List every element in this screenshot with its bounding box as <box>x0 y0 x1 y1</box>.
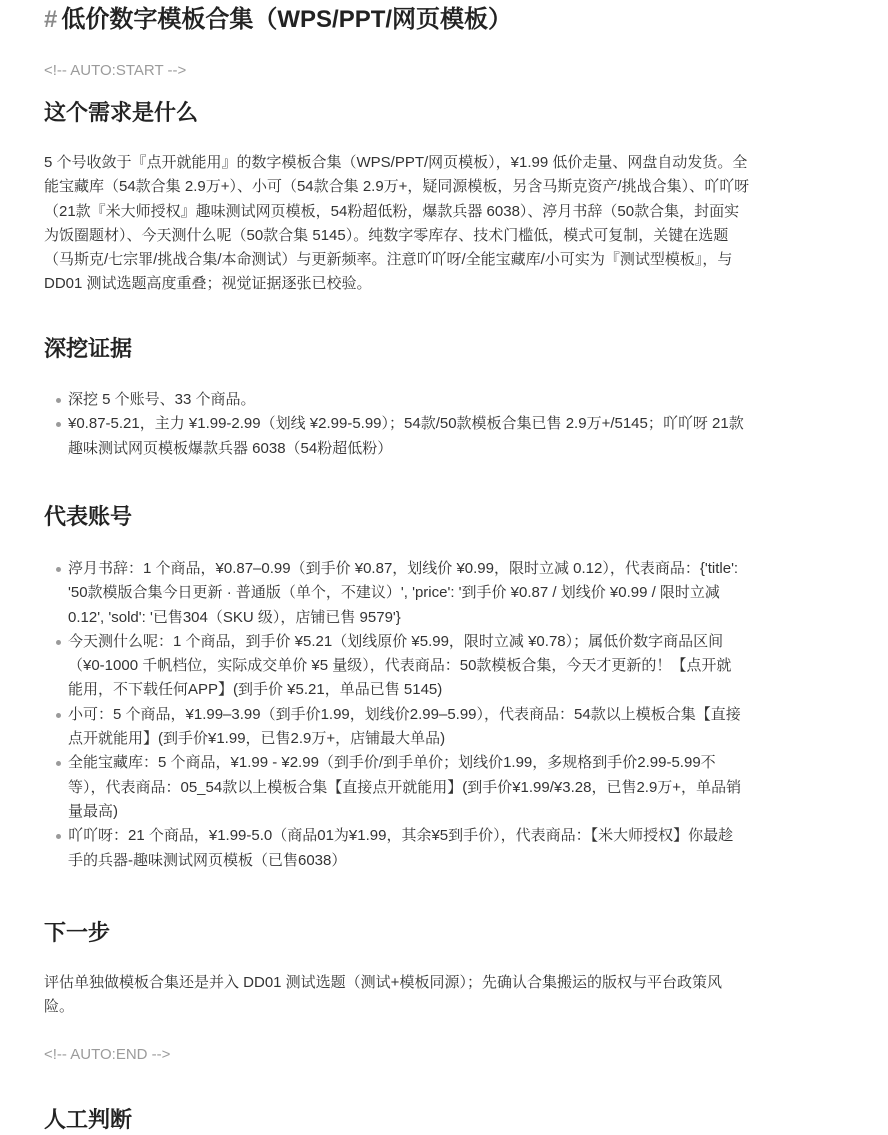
evidence-list <box>44 388 744 461</box>
bullet-icon <box>56 567 61 572</box>
bullet-icon <box>56 761 61 766</box>
heading-hash-mark: # <box>44 6 58 33</box>
page-title <box>44 4 512 36</box>
bullet-icon <box>56 713 61 718</box>
list-item: ¥0.87-5.21，主力 ¥1.99-2.99（划线 ¥2.99-5.99）；54款/50款模板合集已售 2.9万+/5145；吖吖呀 21款趣味测试网页模板爆款兵器 6038（54粉超低粉） <box>44 412 744 461</box>
bullet-icon <box>56 422 61 427</box>
list-item: 深挖 5 个账号、33 个商品。 <box>44 388 744 412</box>
section-heading-next: 下一步 <box>44 920 111 945</box>
list-item: 小可：5 个商品，¥1.99–3.99（到手价1.99，划线价2.99–5.99），代表商品：54款以上模板合集【直接点开就能用】(到手价¥1.99，已售2.9万+，店铺最大单品) <box>44 703 744 752</box>
bullet-icon <box>56 834 61 839</box>
section-heading-evidence: 深挖证据 <box>44 336 133 361</box>
bullet-icon <box>56 640 61 645</box>
section-heading-manual: 人工判断 <box>44 1107 133 1132</box>
list-item: 渟月书辞：1 个商品，¥0.87–0.99（到手价 ¥0.87，划线价 ¥0.99，限时立减 0.12），代表商品：{'title': '50款模版合集今日更新 · 普通版（单个，不建议）', 'price': '到手价 ¥0.87 / 划线价 ¥0.99 / 限时立减 0.12', 'sold': '已售304（SKU 级），店铺已售 9579'} <box>44 557 744 630</box>
section-heading-what: 这个需求是什么 <box>44 100 199 125</box>
page-title-text: 低价数字模板合集（WPS/PPT/网页模板） <box>61 6 513 33</box>
section-heading-accounts: 代表账号 <box>44 504 133 529</box>
list-item: 全能宝藏库：5 个商品，¥1.99 - ¥2.99（到手价/到手单价；划线价1.99，多规格到手价2.99-5.99不等），代表商品：05_54款以上模板合集【直接点开就能用】(到手价¥1.99/¥3.28，已售2.9万+，单品销量最高) <box>44 751 744 824</box>
auto-end-comment: <!-- AUTO:END --> <box>44 1046 171 1063</box>
section-body-what: 5 个号收敛于『点开就能用』的数字模板合集（WPS/PPT/网页模板），¥1.99 低价走量、网盘自动发货。全能宝藏库（54款合集 2.9万+）、小可（54款合集 2.9万+，疑同源模板，另含马斯克资产/挑战合集）、吖吖呀（21款『米大师授权』趣味测试网页模板，54粉超低粉，爆款兵器 6038）、渟月书辞（50款合集，封面实为饭圈题材）、今天测什么呢（50款合集 5145）。纯数字零库存、技术门槛低，模式可复制，关键在选题（马斯克/七宗罪/挑战合集/本命测试）与更新频率。注意吖吖呀/全能宝藏库/小可实为『测试型模板』，与 DD01 测试选题高度重叠；视觉证据逐张已校验。 <box>44 154 750 293</box>
auto-start-comment: <!-- AUTO:START --> <box>44 62 187 79</box>
section-body-next: 评估单独做模板合集还是并入 DD01 测试选题（测试+模板同源）；先确认合集搬运的版权与平台政策风险。 <box>44 974 722 1016</box>
bullet-icon <box>56 398 61 403</box>
accounts-list <box>44 557 744 873</box>
list-item: 吖吖呀：21 个商品，¥1.99-5.0（商品01为¥1.99，其余¥5到手价），代表商品：【米大师授权】你最趁手的兵器-趣味测试网页模板（已售6038） <box>44 824 744 873</box>
list-item: 今天测什么呢：1 个商品，到手价 ¥5.21（划线原价 ¥5.99，限时立减 ¥0.78）；属低价数字商品区间（¥0-1000 千帆档位，实际成交单价 ¥5 量级），代表商品：50款模板合集，今天才更新的！【点开就能用，不下载任何APP】(到手价 ¥5.21，单品已售 5145) <box>44 630 744 703</box>
